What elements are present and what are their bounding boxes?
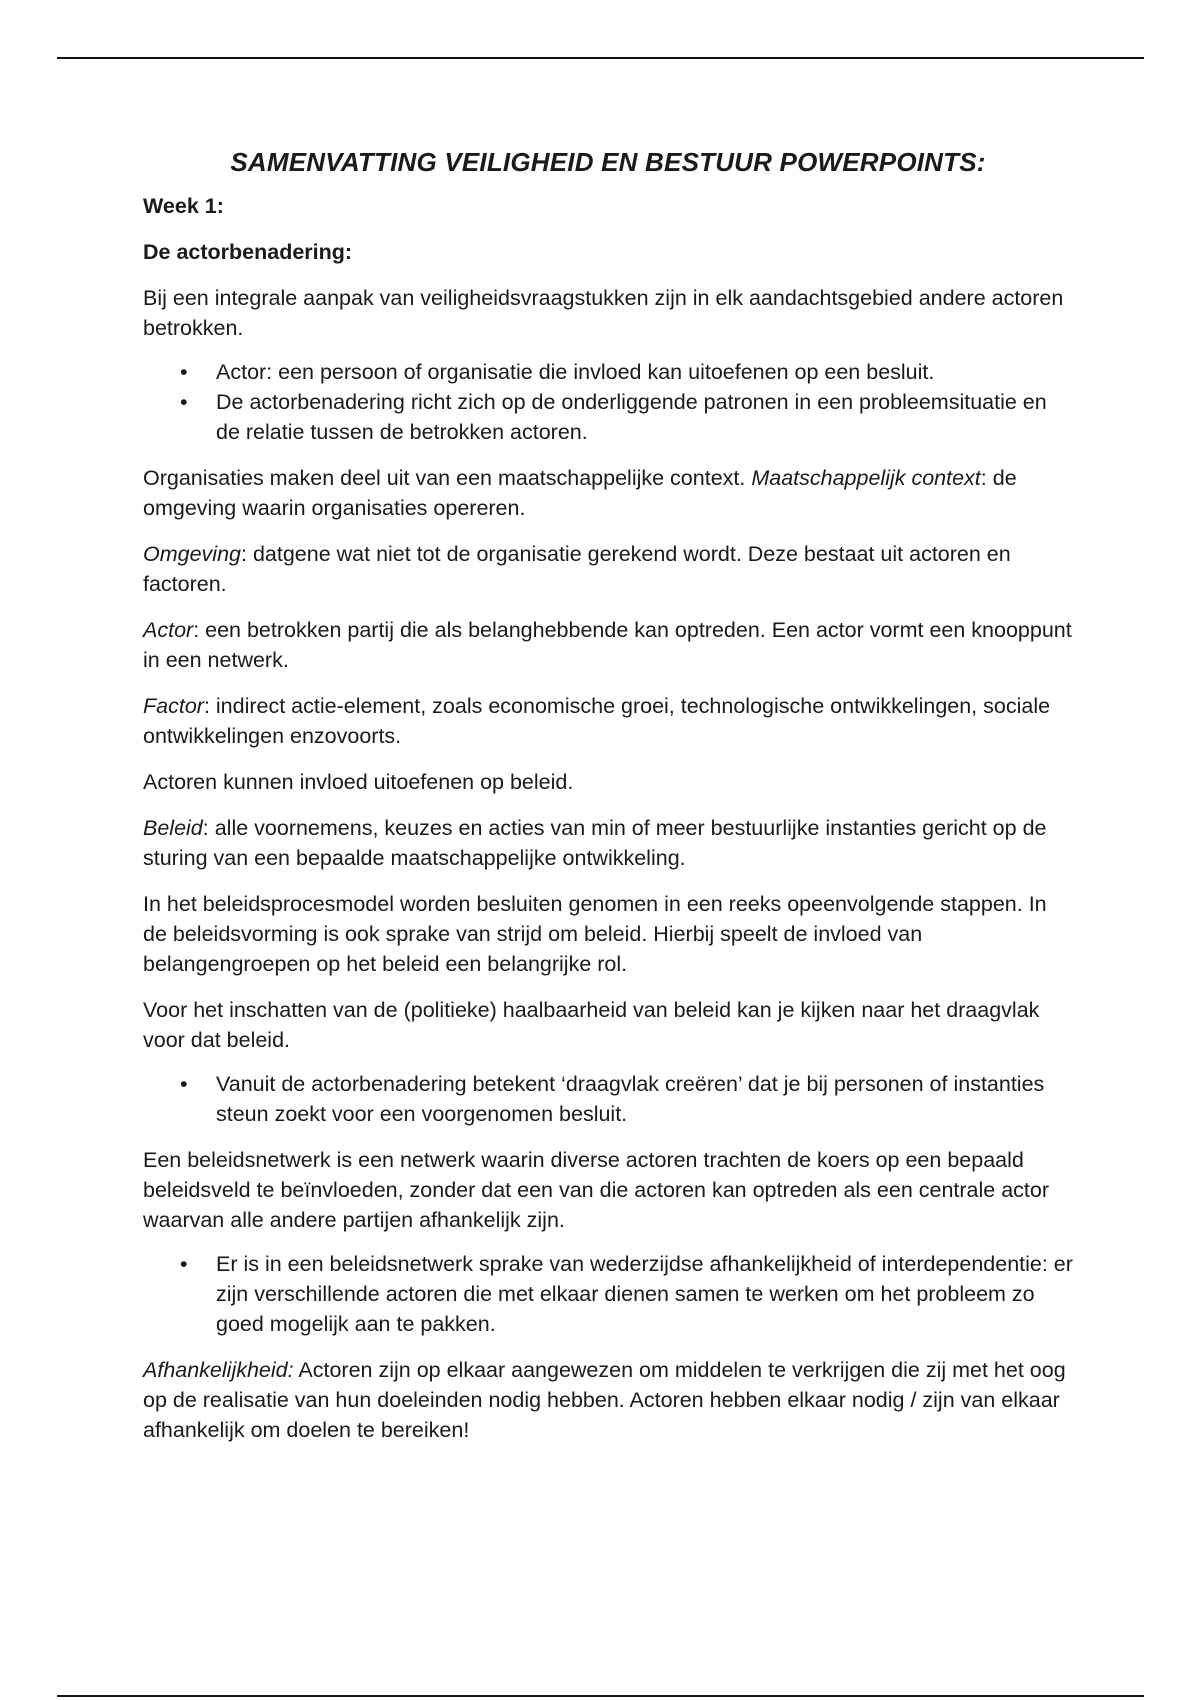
list-item <box>143 1249 1073 1339</box>
paragraph-invloed: Actoren kunnen invloed uitoefenen op beleid. <box>143 770 574 794</box>
paragraph-intro: Bij een integrale aanpak van veiligheidsvraagstukken zijn in elk aandachtsgebied andere actoren betrokken. <box>143 286 1064 340</box>
bullet-icon: • <box>180 360 188 384</box>
term-actor: Actor <box>143 618 194 642</box>
term-definition: : indirect actie-element, zoals economische groei, technologische ontwikkelingen, sociale ontwikkelingen enzovoorts. <box>143 694 1051 748</box>
list-item <box>143 1069 1073 1129</box>
term-definition: : de omgeving waarin organisaties opereren. <box>143 466 1017 520</box>
bullet-list-draagvlak <box>143 1069 1073 1129</box>
bullet-list-actor <box>143 357 1073 447</box>
term-afhankelijkheid: Afhankelijkheid: <box>143 1358 294 1382</box>
paragraph-beleidsnetwerk: Een beleidsnetwerk is een netwerk waarin diverse actoren trachten de koers op een bepaald beleidsveld te beïnvloeden, zonder dat een van die actoren kan optreden als een centrale actor waarvan alle andere partijen afhankelijk zijn. <box>143 1148 1050 1232</box>
bullet-icon: • <box>180 1252 188 1276</box>
term-maatschappelijk-context: Maatschappelijk context <box>751 466 981 490</box>
paragraph-beleid <box>143 813 1073 873</box>
list-item <box>143 357 1073 387</box>
term-definition: Actoren zijn op elkaar aangewezen om middelen te verkrijgen die zij met het oog op de realisatie van hun doeleinden nodig hebben. Actoren hebben elkaar nodig / zijn van elkaar afhankelijk om doelen te bereiken! <box>143 1358 1066 1442</box>
paragraph-haalbaarheid: Voor het inschatten van de (politieke) haalbaarheid van beleid kan je kijken naar het draagvlak voor dat beleid. <box>143 998 1040 1052</box>
section-heading: De actorbenadering: <box>143 240 353 264</box>
paragraph-factor <box>143 691 1073 751</box>
document-body <box>143 140 1073 1461</box>
paragraph-afhankelijkheid <box>143 1355 1073 1445</box>
list-item-text: Vanuit de actorbenadering betekent ‘draagvlak creëren’ dat je bij personen of instanties steun zoekt voor een voorgenomen besluit. <box>216 1072 1045 1126</box>
term-factor: Factor <box>143 694 204 718</box>
term-definition: : een betrokken partij die als belanghebbende kan optreden. Een actor vormt een knooppunt in een netwerk. <box>143 618 1072 672</box>
list-item <box>143 387 1073 447</box>
term-omgeving: Omgeving <box>143 542 241 566</box>
page-top-rule <box>57 57 1144 59</box>
list-item-text: Er is in een beleidsnetwerk sprake van wederzijdse afhankelijkheid of interdependentie: er zijn verschillende actoren die met elkaar dienen samen te werken om het probleem zo goed mogelijk aan te pakken. <box>216 1252 1073 1336</box>
document-title: SAMENVATTING VEILIGHEID EN BESTUUR POWERPOINTS: <box>230 147 986 177</box>
paragraph-beleidsprocesmodel: In het beleidsprocesmodel worden besluiten genomen in een reeks opeenvolgende stappen. In de beleidsvorming is ook sprake van strijd om beleid. Hierbij speelt de invloed van belangengroepen op het beleid een belangrijke rol. <box>143 892 1047 976</box>
list-item-text: Actor: een persoon of organisatie die invloed kan uitoefenen op een besluit. <box>216 360 935 384</box>
paragraph-text: Organisaties maken deel uit van een maatschappelijke context. <box>143 466 752 490</box>
bullet-list-interdependentie <box>143 1249 1073 1339</box>
week-heading: Week 1: <box>143 194 224 218</box>
paragraph-omgeving <box>143 539 1073 599</box>
paragraph-context <box>143 463 1073 523</box>
term-definition: : alle voornemens, keuzes en acties van min of meer bestuurlijke instanties gericht op de sturing van een bepaalde maatschappelijke ontwikkeling. <box>143 816 1047 870</box>
list-item-text: De actorbenadering richt zich op de onderliggende patronen in een probleemsituatie en de relatie tussen de betrokken actoren. <box>216 390 1047 444</box>
paragraph-actor <box>143 615 1073 675</box>
page-bottom-rule <box>57 1695 1144 1697</box>
bullet-icon: • <box>180 1072 188 1096</box>
term-definition: : datgene wat niet tot de organisatie gerekend wordt. Deze bestaat uit actoren en factoren. <box>143 542 1011 596</box>
bullet-icon: • <box>180 390 188 414</box>
term-beleid: Beleid <box>143 816 203 840</box>
